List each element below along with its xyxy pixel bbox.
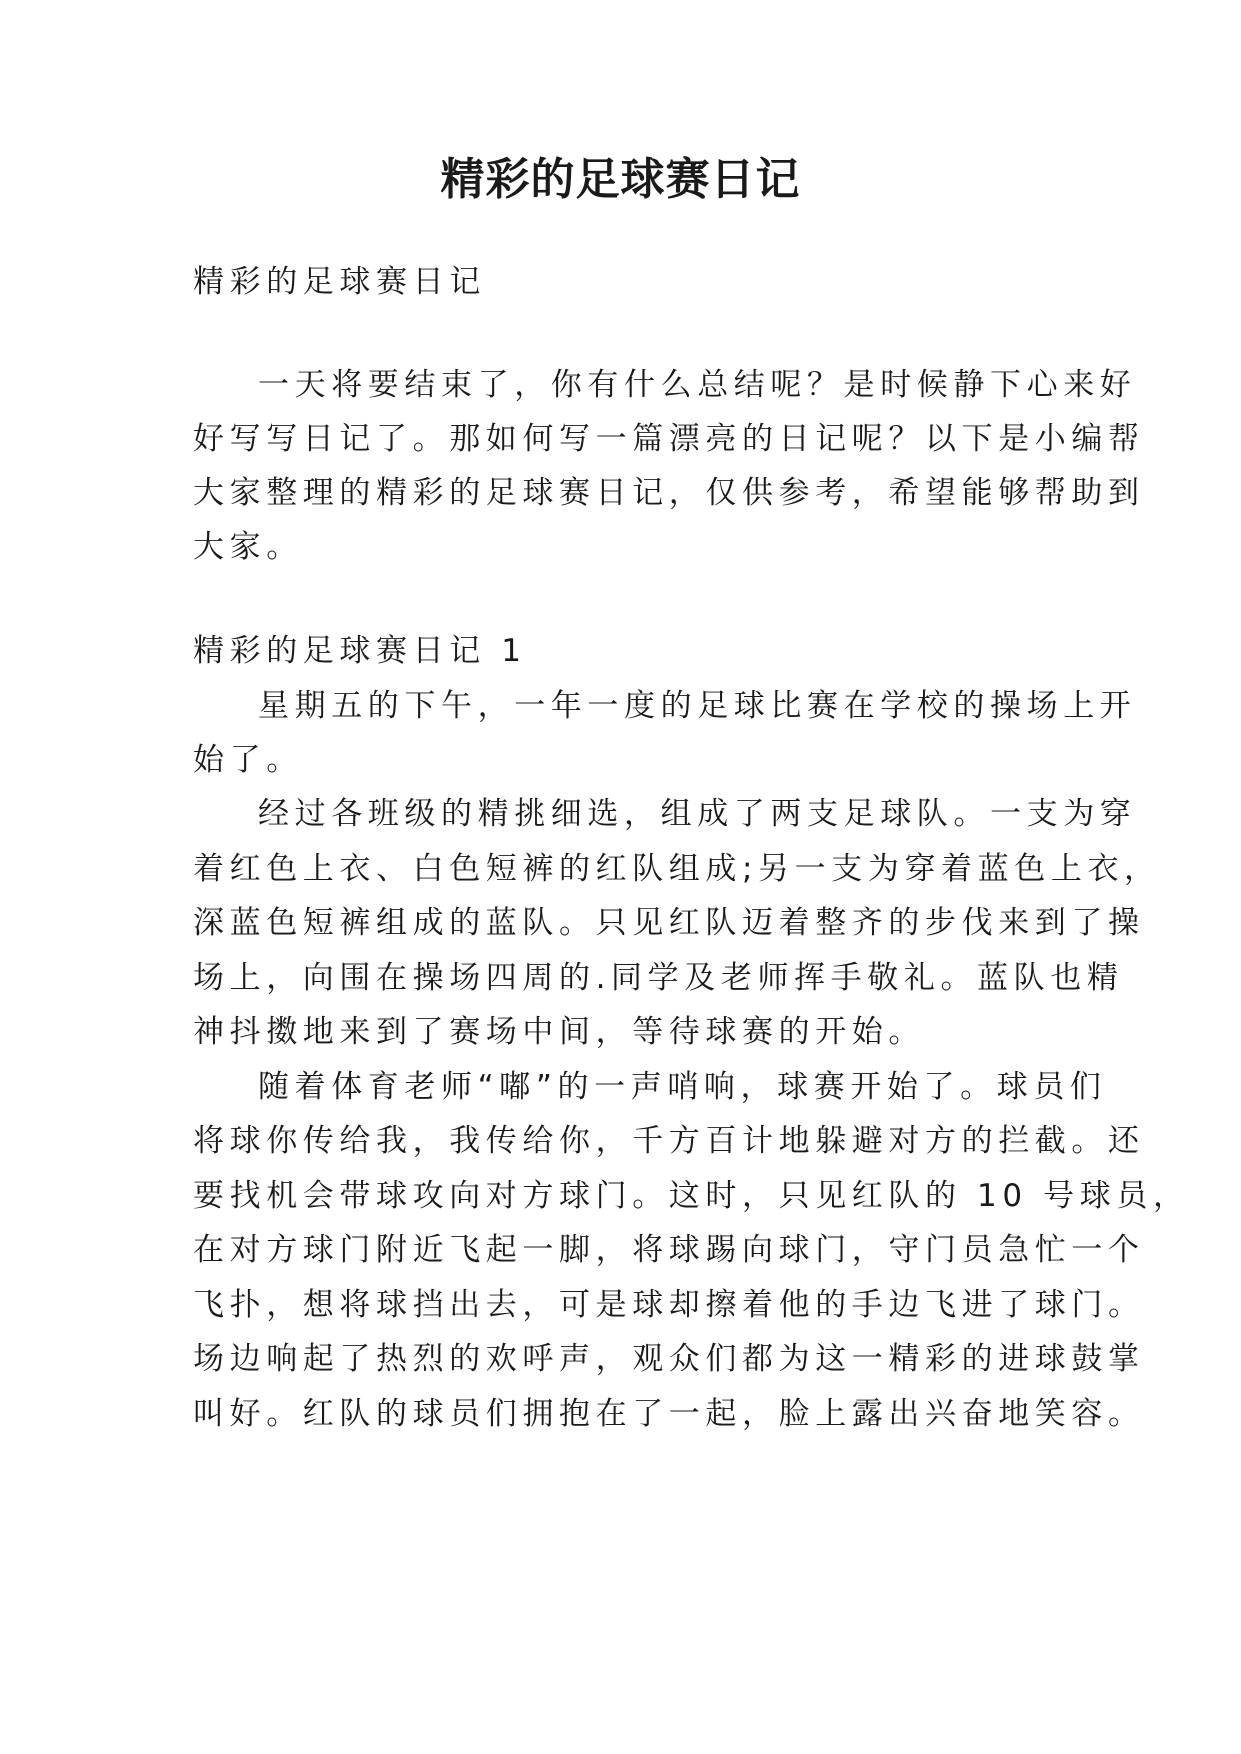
paragraph1-line-2: 始了。 xyxy=(193,742,303,778)
paragraph3-line-3: 要找机会带球攻向对方球门。这时，只见红队的 10 号球员， xyxy=(193,1178,1190,1214)
paragraph3-line-4: 在对方球门附近飞起一脚，将球踢向球门，守门员急忙一个 xyxy=(193,1232,1145,1268)
paragraph2-line-5: 神抖擞地来到了赛场中间，等待球赛的开始。 xyxy=(193,1014,925,1050)
paragraph2-line-2: 着红色上衣、白色短裤的红队组成;另一支为穿着蓝色上衣， xyxy=(193,851,1161,887)
intro-line-3: 大家整理的精彩的足球赛日记，仅供参考，希望能够帮助到 xyxy=(193,475,1145,511)
paragraph2-line-1: 经过各班级的精挑细选，组成了两支足球队。一支为穿 xyxy=(258,796,1137,832)
paragraph3-line-7: 叫好。红队的球员们拥抱在了一起，脸上露出兴奋地笑容。 xyxy=(193,1396,1145,1432)
paragraph3-line-5: 飞扑，想将球挡出去，可是球却擦着他的手边飞进了球门。 xyxy=(193,1287,1145,1323)
paragraph2-line-3: 深蓝色短裤组成的蓝队。只见红队迈着整齐的步伐来到了操 xyxy=(193,905,1145,941)
intro-line-2: 好写写日记了。那如何写一篇漂亮的日记呢？以下是小编帮 xyxy=(193,421,1145,457)
document-title: 精彩的足球赛日记 xyxy=(440,154,801,205)
intro-line-4: 大家。 xyxy=(193,529,303,565)
paragraph1-line-1: 星期五的下午，一年一度的足球比赛在学校的操场上开 xyxy=(258,688,1137,724)
section-heading: 精彩的足球赛日记 1 xyxy=(193,633,527,669)
intro-line-1: 一天将要结束了，你有什么总结呢？是时候静下心来好 xyxy=(258,367,1137,403)
paragraph3-line-6: 场边响起了热烈的欢呼声，观众们都为这一精彩的进球鼓掌 xyxy=(193,1341,1145,1377)
paragraph3-line-2: 将球你传给我，我传给你，千方百计地躲避对方的拦截。还 xyxy=(193,1123,1145,1159)
paragraph3-line-1: 随着体育老师“嘟”的一声哨响，球赛开始了。球员们 xyxy=(258,1069,1107,1105)
document-subtitle: 精彩的足球赛日记 xyxy=(193,264,486,300)
paragraph2-line-4: 场上，向围在操场四周的.同学及老师挥手敬礼。蓝队也精 xyxy=(193,960,1124,996)
